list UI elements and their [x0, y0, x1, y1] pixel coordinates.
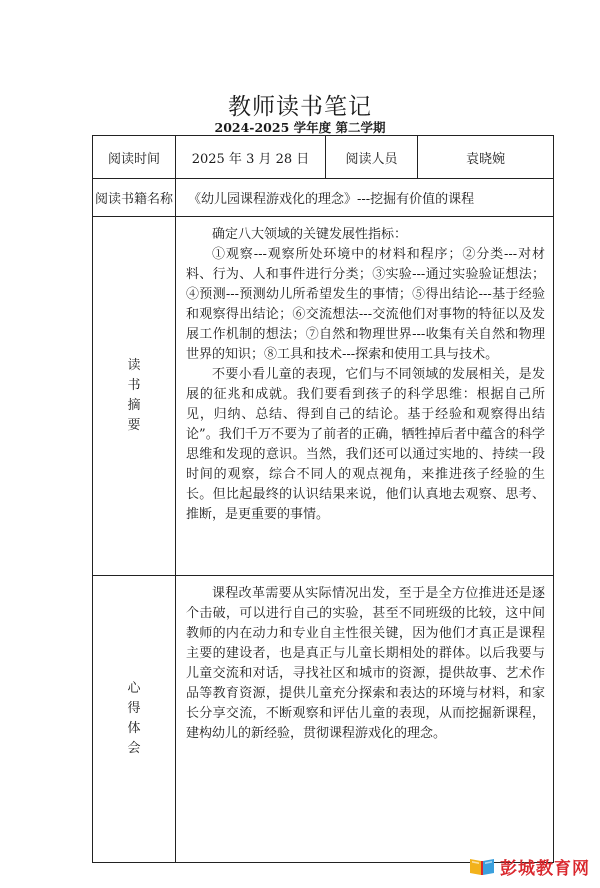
watermark-logo: [468, 854, 590, 878]
page-title: 教师读书笔记: [228, 94, 372, 120]
book-name-value: 《幼儿园课程游戏化的理念》---挖掘有价值的课程: [176, 179, 554, 217]
summary-label-char: 书: [127, 378, 141, 393]
summary-label-char: 要: [127, 418, 141, 433]
reflection-content: [176, 576, 554, 863]
page-subtitle: 2024-2025 学年度 第二学期: [214, 120, 386, 135]
book-row: [93, 179, 554, 217]
reflection-label: [93, 576, 176, 863]
reading-notes-table: [92, 135, 554, 863]
summary-label: [93, 217, 176, 576]
reflection-paragraph: 课程改革需要从实际情况出发，至于是全方位推进还是逐个击破，可以进行自己的实验，甚至不同班级的比较，这中间教师的内在动力和专业自主性很关键，因为他们才真正是课程主要的建设者，也是真正与儿童长期相处的群体。以后我要与儿童交流和对话，寻找社区和城市的资源，提供故事、艺术作品等教育资源，提供儿童充分探索和表达的环境与材料，和家长分享交流，不断观察和评估儿童的表现，从而挖掘新课程，建构幼儿的新经验，贯彻课程游戏化的理念。: [186, 586, 545, 741]
summary-paragraph: 不要小看儿童的表现，它们与不同领域的发展相关，是发展的征兆和成就。我们要看到孩子的科学思维：根据自己所见，归纳、总结、得到自己的结论。基于经验和观察得出结论”。我们千万不要为了前者的正确，牺牲掉后者中蕴含的科学思维和发现的意识。当然，我们还可以通过实地的、持续一段时间的观察，综合不同人的观点视角，来推进孩子经验的生长。但比起最终的认识结果来说，他们认真地去观察、思考、推断，是更重要的事情。: [186, 367, 545, 522]
book-icon: [468, 855, 496, 877]
reflection-label-char: 会: [127, 741, 141, 756]
watermark-text: 彭城教育网: [500, 858, 590, 879]
reading-time-value: 2025 年 3 月 28 日: [176, 136, 326, 179]
summary-content: [176, 217, 554, 576]
reflection-label-char: 心: [127, 681, 141, 696]
summary-paragraph: 确定八大领域的关键发展性指标：: [212, 227, 408, 242]
summary-label-char: 摘: [127, 398, 141, 413]
reflection-label-char: 得: [127, 701, 141, 716]
summary-label-char: 读: [127, 358, 141, 373]
reflection-row: [93, 576, 554, 863]
reflection-label-char: 体: [127, 721, 141, 736]
reading-time-label: 阅读时间: [93, 136, 176, 179]
summary-row: [93, 217, 554, 576]
book-name-label: 阅读书籍名称: [93, 179, 176, 217]
reader-value: 袁晓婉: [418, 136, 554, 179]
info-row: [93, 136, 554, 179]
summary-paragraph: ①观察---观察所处环境中的材料和程序；②分类---对材料、行为、人和事件进行分类；③实验---通过实验验证想法；④预测---预测幼儿所希望发生的事情；⑤得出结论---基于经验和观察得出结论；⑥交流想法---交流他们对事物的特征以及发展工作机制的想法；⑦自然和物理世界---收集有关自然和物理世界的知识；⑧工具和技术---探索和使用工具与技术。: [186, 247, 545, 362]
reader-label: 阅读人员: [326, 136, 418, 179]
